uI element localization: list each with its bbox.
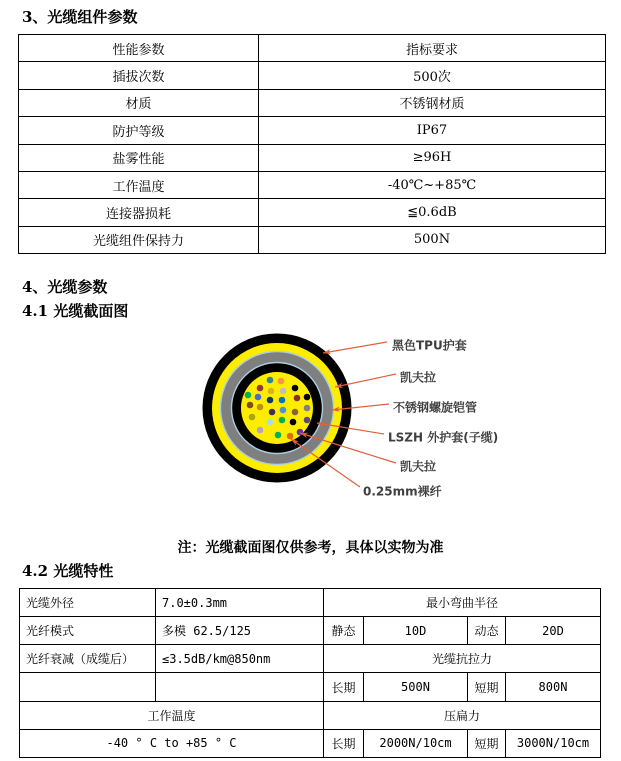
dynamic-label: 动态 <box>468 617 506 645</box>
param-value-cell: ≥96H <box>259 144 606 171</box>
fiber-mode-value: 多模 62.5/125 <box>156 617 324 645</box>
param-name-cell: 盐雾性能 <box>19 144 259 171</box>
long-term-label: 长期 <box>324 729 364 757</box>
dynamic-value: 20D <box>506 617 601 645</box>
long-term-label: 长期 <box>324 673 364 701</box>
table-row <box>19 117 606 144</box>
fiber-dot <box>257 404 264 411</box>
label-steel-armor: 不锈钢螺旋铠管 <box>393 400 478 415</box>
fiber-dot <box>245 392 252 399</box>
table-row <box>20 701 601 729</box>
component-parameters-table <box>18 34 606 254</box>
table-row <box>20 645 601 673</box>
fiber-dot <box>267 377 274 384</box>
label-bare-fiber: 0.25mm裸纤 <box>363 484 442 499</box>
fiber-dot <box>304 417 311 424</box>
fiber-dot <box>267 397 274 404</box>
fiber-dot <box>257 385 264 392</box>
table-row <box>20 729 601 757</box>
callout-labels <box>363 338 498 499</box>
param-name-cell: 工作温度 <box>19 171 259 198</box>
fiber-dot <box>304 405 311 412</box>
fiber-dot <box>290 419 297 426</box>
static-value: 10D <box>364 617 468 645</box>
fiber-dot <box>247 402 254 409</box>
fiber-dot <box>292 409 299 416</box>
short-term-label: 短期 <box>468 729 506 757</box>
fiber-dot <box>280 407 287 414</box>
table-row <box>19 199 606 226</box>
fiber-dot <box>279 417 286 424</box>
table-row <box>19 171 606 198</box>
section-4-heading: 4、光缆参数 <box>22 278 108 296</box>
section-4-1-heading: 4.1 光缆截面图 <box>22 302 129 320</box>
static-label: 静态 <box>324 617 364 645</box>
param-name-cell: 防护等级 <box>19 117 259 144</box>
fiber-dot <box>280 388 287 395</box>
fiber-dot <box>268 388 275 395</box>
long-term-crush-value: 2000N/10cm <box>364 729 468 757</box>
fiber-dot <box>267 419 274 426</box>
param-name-cell: 连接器损耗 <box>19 199 259 226</box>
param-name-cell: 插拔次数 <box>19 62 259 89</box>
table-row <box>19 62 606 89</box>
fiber-dot <box>287 433 294 440</box>
section-3-heading: 3、光缆组件参数 <box>22 8 138 26</box>
table-row <box>20 617 601 645</box>
empty-cell <box>156 673 324 701</box>
label-tpu-sheath: 黑色TPU护套 <box>392 338 467 353</box>
fiber-dot <box>304 394 311 401</box>
fiber-dot <box>249 414 256 421</box>
label-kevlar-inner: 凯夫拉 <box>400 459 437 474</box>
fiber-dot <box>294 395 301 402</box>
table-row <box>19 35 606 62</box>
fiber-dot <box>269 409 276 416</box>
param-name-cell: 材质 <box>19 89 259 116</box>
param-value-cell: 500次 <box>259 62 606 89</box>
param-value-cell: 指标要求 <box>259 35 606 62</box>
cable-od-value: 7.0±0.3mm <box>156 589 324 617</box>
short-term-label: 短期 <box>468 673 506 701</box>
param-name-cell: 性能参数 <box>19 35 259 62</box>
param-name-cell: 光缆组件保持力 <box>19 226 259 253</box>
attenuation-value: ≤3.5dB/km@850nm <box>156 645 324 673</box>
param-value-cell: ≦0.6dB <box>259 199 606 226</box>
fiber-dot <box>279 397 286 404</box>
table-row <box>20 589 601 617</box>
crush-force-header: 压扁力 <box>324 701 601 729</box>
param-value-cell: IP67 <box>259 117 606 144</box>
short-term-crush-value: 3000N/10cm <box>506 729 601 757</box>
section-4-2-heading: 4.2 光缆特性 <box>22 562 114 580</box>
operating-temp-value: -40 ° C to +85 ° C <box>20 729 324 757</box>
diagram-note: 注：光缆截面图仅供参考，具体以实物为准 <box>177 540 444 556</box>
param-value-cell: -40℃~+85℃ <box>259 171 606 198</box>
fiber-dot <box>292 385 299 392</box>
param-value-cell: 不锈钢材质 <box>259 89 606 116</box>
fiber-dot <box>275 432 282 439</box>
cable-cross-section-diagram <box>0 330 621 515</box>
cable-characteristics-table <box>19 588 601 758</box>
label-kevlar-outer: 凯夫拉 <box>400 370 437 385</box>
callout-line-tpu-sheath <box>323 342 387 353</box>
fiber-mode-label: 光纤模式 <box>20 617 156 645</box>
cable-od-label: 光缆外径 <box>20 589 156 617</box>
table-row <box>19 89 606 116</box>
fiber-dot <box>255 394 262 401</box>
long-term-tensile-value: 500N <box>364 673 468 701</box>
fiber-dot <box>278 378 285 385</box>
table-row <box>19 144 606 171</box>
tensile-strength-header: 光缆抗拉力 <box>324 645 601 673</box>
attenuation-label: 光纤衰减（成缆后） <box>20 645 156 673</box>
short-term-tensile-value: 800N <box>506 673 601 701</box>
operating-temp-header: 工作温度 <box>20 701 324 729</box>
min-bend-radius-header: 最小弯曲半径 <box>324 589 601 617</box>
table-row <box>20 673 601 701</box>
label-lszh-sheath: LSZH 外护套(子缆) <box>388 430 499 445</box>
param-value-cell: 500N <box>259 226 606 253</box>
fiber-dot <box>257 427 264 434</box>
table-row <box>19 226 606 253</box>
empty-cell <box>20 673 156 701</box>
